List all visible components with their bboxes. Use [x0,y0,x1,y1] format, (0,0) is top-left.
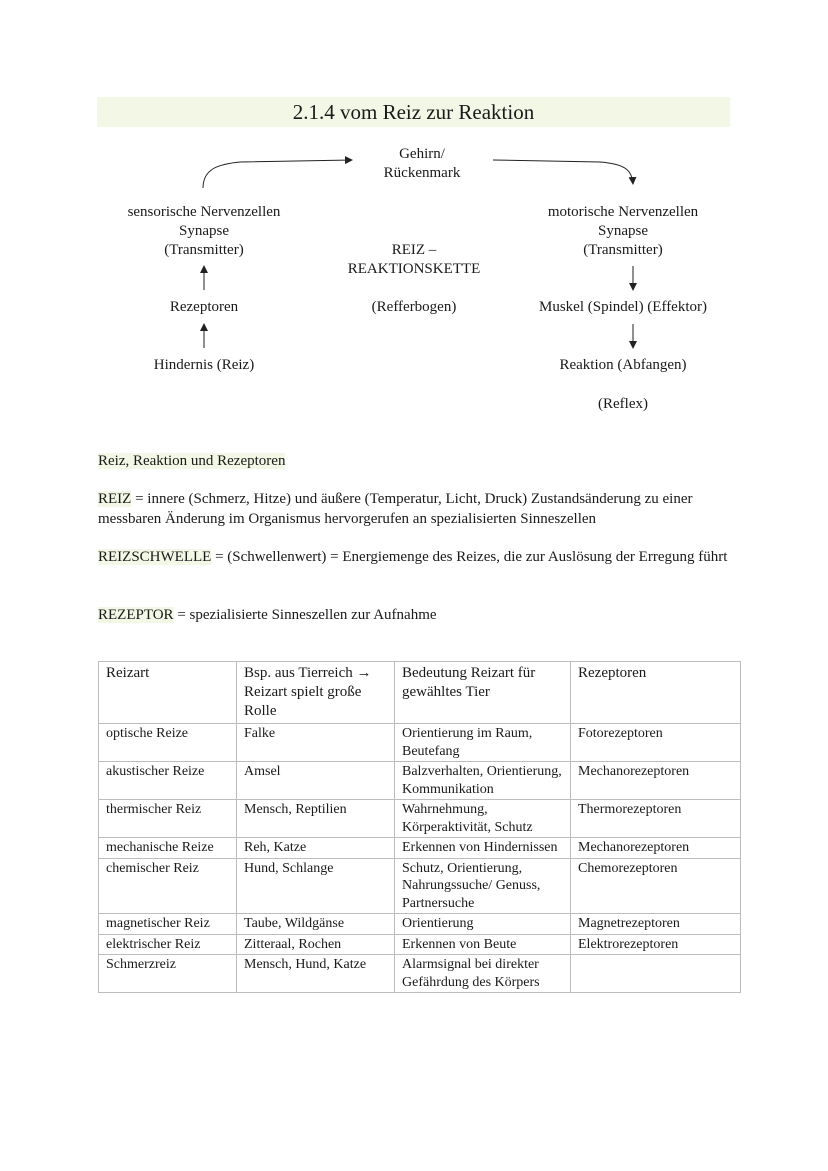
table-cell: akustischer Reize [99,762,237,800]
table-cell: Hund, Schlange [237,858,395,914]
stimulus-table [98,661,741,993]
table-cell: Mechanorezeptoren [571,838,741,859]
motor-nerve-block: motorische Nervenzellen Synapse (Transmitter) [547,204,699,258]
reflex-chain-label: REIZ – REAKTIONSKETTE [347,242,481,277]
col-header: Bsp. aus Tierreich → Reizart spielt große Rolle [237,662,395,724]
table-cell: optische Reize [99,724,237,762]
table-cell: Elektrorezeptoren [571,934,741,955]
arrow-from-brain [493,160,633,184]
table-cell: Orientierung [395,914,571,935]
reflex-arc-label: (Refferbogen) [371,299,457,315]
table-cell: Erkennen von Beute [395,934,571,955]
table-cell: Balzverhalten, Orientierung, Kommunikation [395,762,571,800]
table-cell: Schutz, Orientierung, Nahrungssuche/ Genuss, Partnersuche [395,858,571,914]
table-row [99,914,741,935]
reflex-label: (Reflex) [598,396,648,412]
table-cell: Reh, Katze [237,838,395,859]
arrow-to-brain [203,160,352,188]
table-cell: Falke [237,724,395,762]
table-cell: Thermorezeptoren [571,800,741,838]
table-cell: mechanische Reize [99,838,237,859]
table-cell: thermischer Reiz [99,800,237,838]
table-row [99,955,741,993]
table-cell: Mechanorezeptoren [571,762,741,800]
definition-reizschwelle: REIZSCHWELLE = (Schwellenwert) = Energiemenge des Reizes, die zur Auslösung der Erregung führt [98,549,728,565]
table-cell: Mensch, Reptilien [237,800,395,838]
table-row [99,724,741,762]
reaction-label: Reaktion (Abfangen) [559,357,687,373]
table-cell: Fotorezeptoren [571,724,741,762]
table-cell: magnetischer Reiz [99,914,237,935]
col-header: Reizart [99,662,237,724]
table-row [99,838,741,859]
table-cell: Mensch, Hund, Katze [237,955,395,993]
receptors-label: Rezeptoren [169,299,239,315]
page-title: 2.1.4 vom Reiz zur Reaktion [292,100,535,124]
definition-rezeptor: REZEPTOR = spezialisierte Sinneszellen zur Aufnahme [98,607,437,623]
table-cell: Orientierung im Raum, Beutefang [395,724,571,762]
definition-reiz: REIZ = innere (Schmerz, Hitze) und äußere (Temperatur, Licht, Druck) Zustandsänderung zu einer messbaren Änderung im Organismus hervorgerufen an spezialisierten Sinneszellen [98,491,693,527]
table-cell: Zitteraal, Rochen [237,934,395,955]
table-header-row [99,662,741,724]
table-cell: Taube, Wildgänse [237,914,395,935]
table-cell: Schmerzreiz [99,955,237,993]
section-heading: Reiz, Reaktion und Rezeptoren [98,453,286,469]
table-cell: Amsel [237,762,395,800]
muscle-label: Muskel (Spindel) (Effektor) [538,299,708,315]
table-row [99,800,741,838]
table-row [99,762,741,800]
table-cell: chemischer Reiz [99,858,237,914]
col-header: Rezeptoren [571,662,741,724]
term-rezeptor: REZEPTOR [98,607,174,623]
term-reiz: REIZ [98,491,132,507]
table-row [99,934,741,955]
brain-label: Gehirn/ Rückenmark [383,146,461,181]
stimulus-label: Hindernis (Reiz) [153,357,255,373]
col-header: Bedeutung Reizart für gewähltes Tier [395,662,571,724]
table-cell: Alarmsignal bei direkter Gefährdung des Körpers [395,955,571,993]
table-cell: elektrischer Reiz [99,934,237,955]
table-row [99,858,741,914]
term-reizschwelle: REIZSCHWELLE [98,549,212,565]
table-cell: Magnetrezeptoren [571,914,741,935]
table-cell: Wahrnehmung, Körperaktivität, Schutz [395,800,571,838]
table-cell: Chemorezeptoren [571,858,741,914]
table-cell [571,955,741,993]
sensory-nerve-block: sensorische Nervenzellen Synapse (Transmitter) [127,204,281,258]
table-cell: Erkennen von Hindernissen [395,838,571,859]
